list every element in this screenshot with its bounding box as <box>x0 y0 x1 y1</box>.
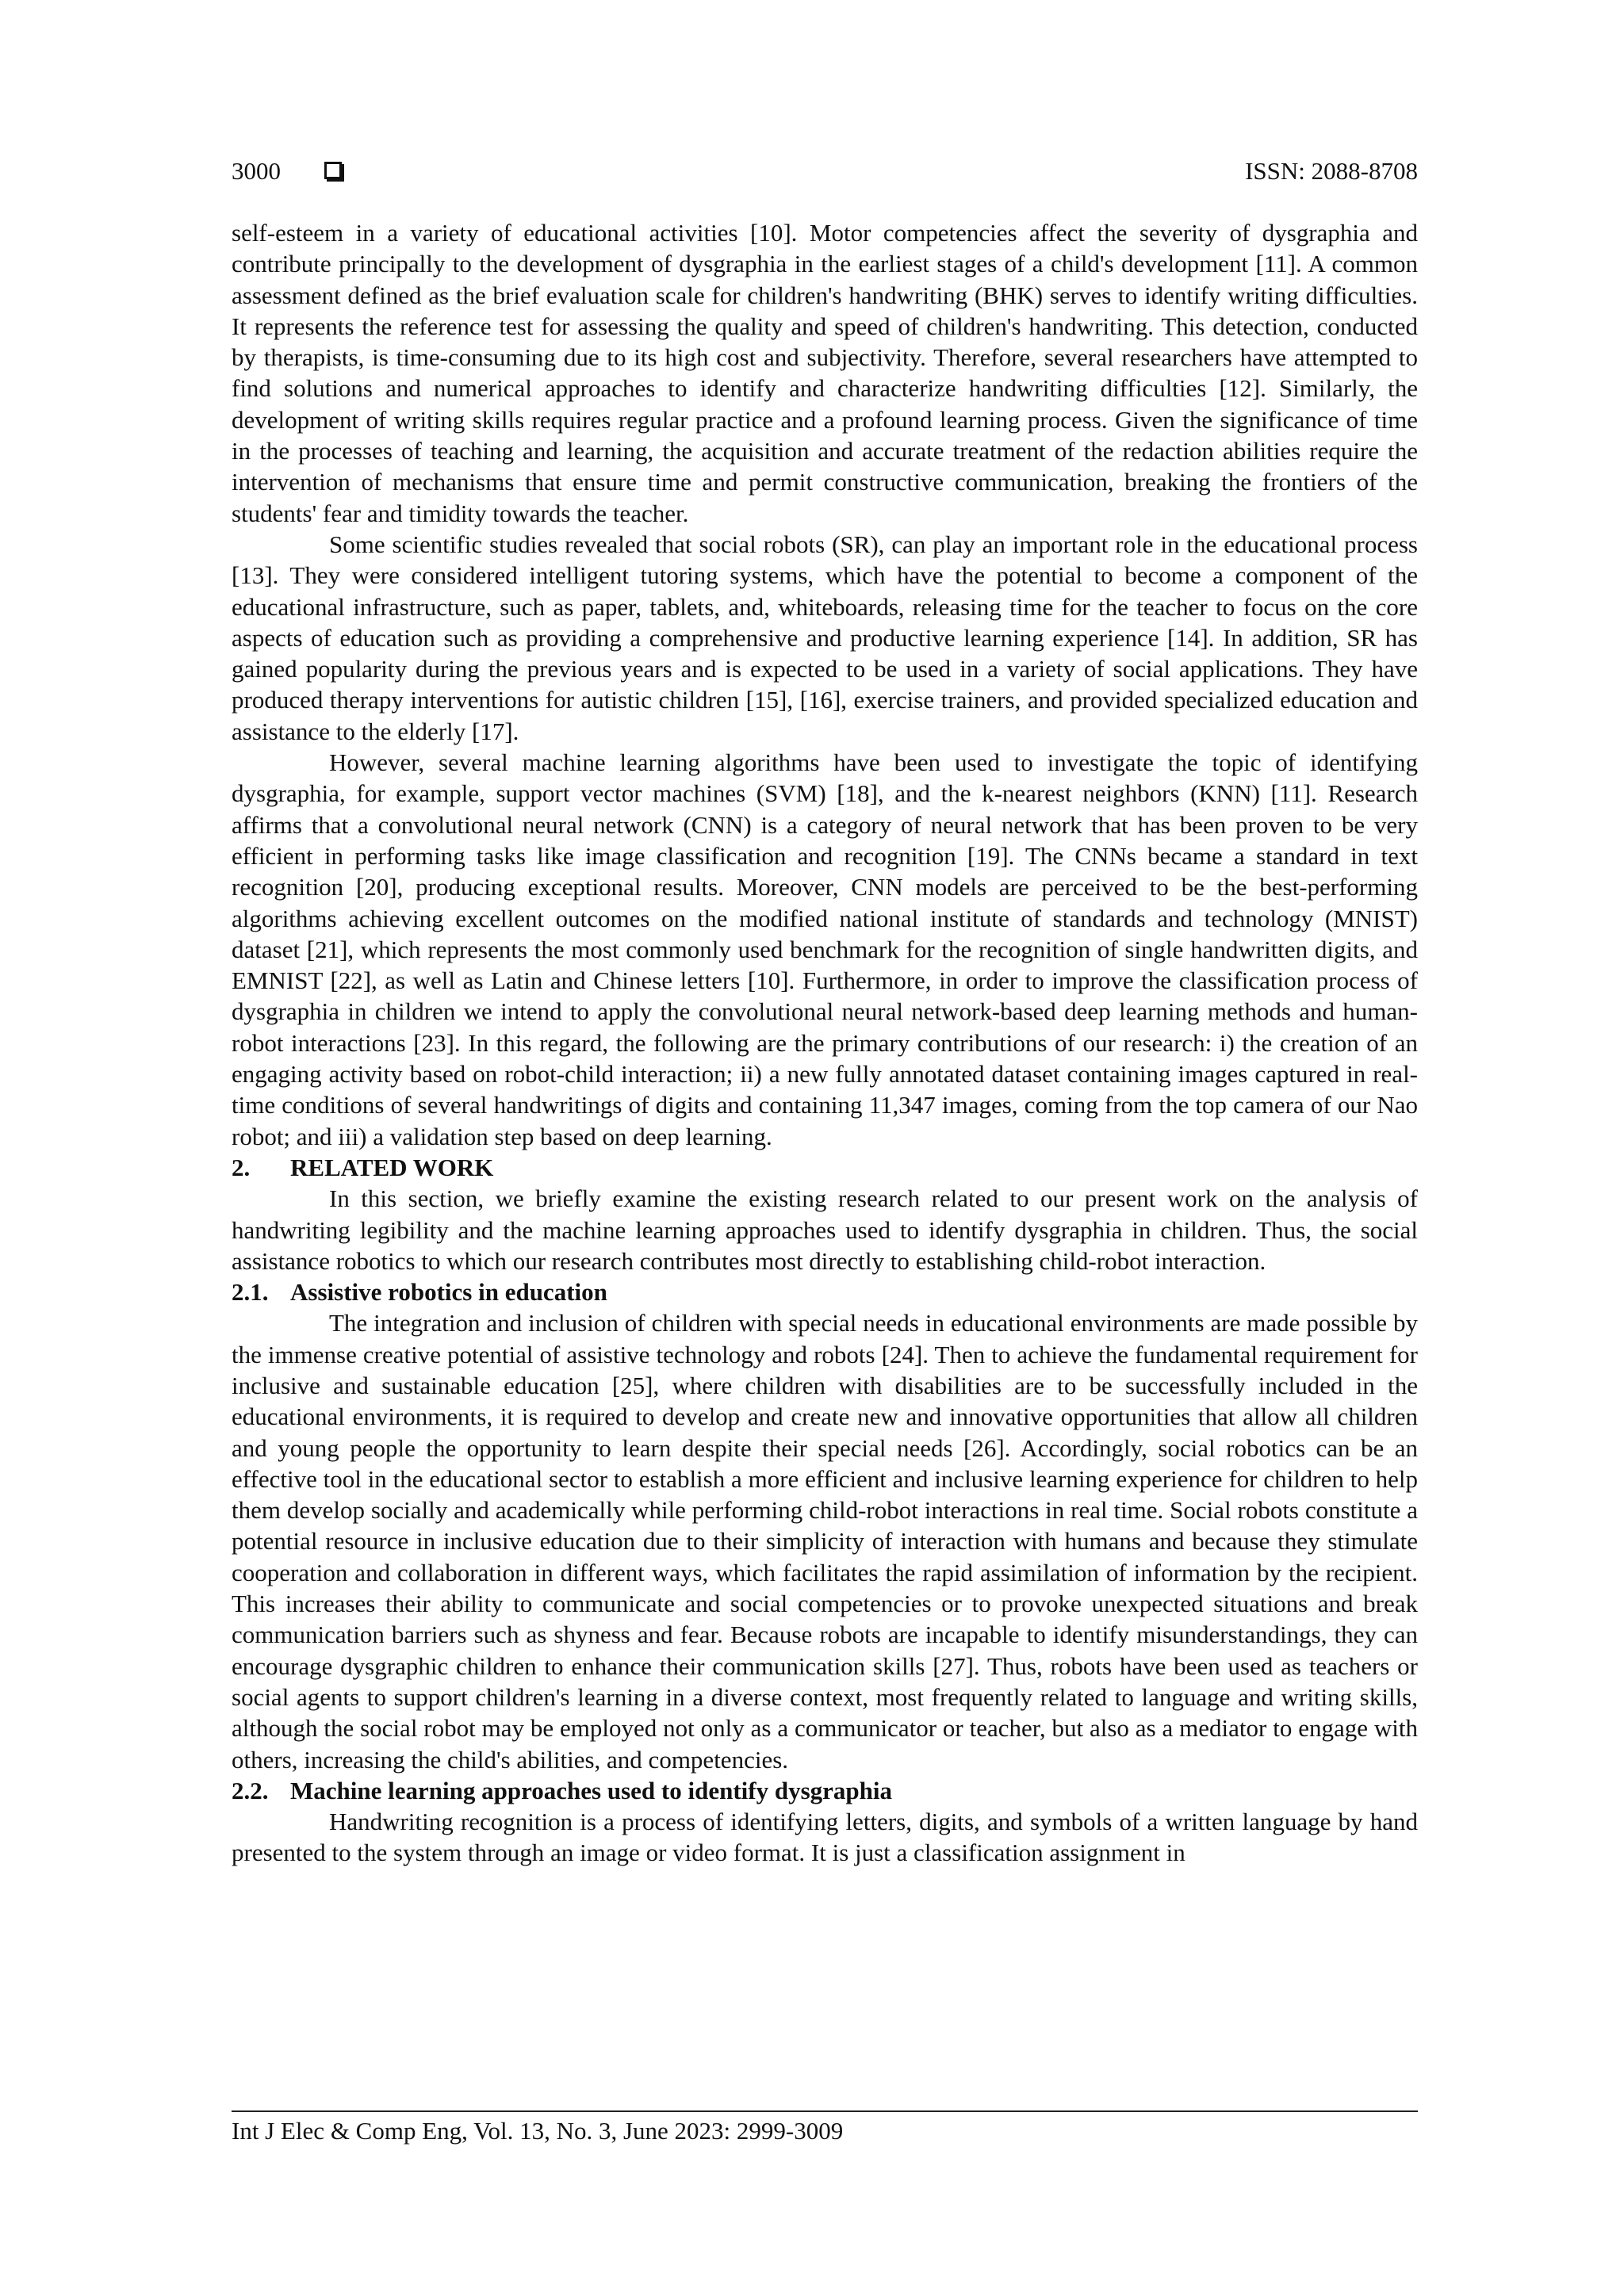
article-body <box>232 217 1418 1869</box>
page-header <box>232 155 1418 187</box>
footer-citation: Int J Elec & Comp Eng, Vol. 13, No. 3, June 2023: 2999-3009 <box>232 2117 844 2145</box>
paragraph-intro-3: However, several machine learning algorithms have been used to investigate the topic of identifying dysgraphia, for example, support vector machines (SVM) [18], and the k-nearest neighbors (KNN) [11]. Research affirms that a convolutional neural network (CNN) is a category of neural network that has been proven to be very efficient in performing tasks like image classification and recognition [19]. The CNNs became a standard in text recognition [20], producing exceptional results. Moreover, CNN models are perceived to be the best-performing algorithms achieving excellent outcomes on the modified national institute of standards and technology (MNIST) dataset [21], which represents the most commonly used benchmark for the recognition of single handwritten digits, and EMNIST [22], as well as Latin and Chinese letters [10]. Furthermore, in order to improve the classification process of dysgraphia in children we intend to apply the convolutional neural network-based deep learning methods and human-robot interactions [23]. In this regard, the following are the primary contributions of our research: i) the creation of an engaging activity based on robot-child interaction; ii) a new fully annotated dataset containing images captured in real-time conditions of several handwritings of digits and containing 11,347 images, coming from the top camera of our Nao robot; and iii) a validation step based on deep learning. <box>232 748 1418 1150</box>
section-heading-related-work <box>232 1152 1418 1183</box>
paragraph-intro-1: self-esteem in a variety of educational activities [10]. Motor competencies affect the severity of dysgraphia and contribute principally to the development of dysgraphia in the earliest stages of a child's development [11]. A common assessment defined as the brief evaluation scale for children's handwriting (BHK) serves to identify writing difficulties. It represents the reference test for assessing the quality and speed of children's handwriting. This detection, conducted by therapists, is time-consuming due to its high cost and subjectivity. Therefore, several researchers have attempted to find solutions and numerical approaches to identify and characterize handwriting difficulties [12]. Similarly, the development of writing skills requires regular practice and a profound learning process. Given the significance of time in the processes of teaching and learning, the acquisition and accurate treatment of the redaction abilities require the intervention of mechanisms that ensure time and permit constructive communication, breaking the frontiers of the students' fear and timidity towards the teacher. <box>232 219 1418 527</box>
section-number: 2. <box>232 1153 251 1181</box>
paragraph-intro-2: Some scientific studies revealed that social robots (SR), can play an important role in the educational process [13]. They were considered intelligent tutoring systems, which have the potential to become a component of the educational infrastructure, such as paper, tablets, and, whiteboards, releasing time for the teacher to focus on the core aspects of education such as providing a comprehensive and productive learning experience [14]. In addition, SR has gained popularity during the previous years and is expected to be used in a variety of social applications. They have produced therapy interventions for autistic children [15], [16], exercise trainers, and provided specialized education and assistance to the elderly [17]. <box>232 530 1418 745</box>
square-bullet-icon <box>324 162 342 179</box>
subsection-title: Machine learning approaches used to identify dysgraphia <box>290 1776 893 1804</box>
section-title: RELATED WORK <box>290 1153 494 1181</box>
paragraph-machine-learning: Handwriting recognition is a process of identifying letters, digits, and symbols of a written language by hand presented to the system through an image or video format. It is just a classification assignment in <box>232 1808 1418 1867</box>
subsection-number: 2.2. <box>232 1776 269 1804</box>
subsection-number: 2.1. <box>232 1278 269 1307</box>
subsection-heading-machine-learning <box>232 1775 1418 1806</box>
footer-divider <box>232 2110 1418 2112</box>
issn-label: ISSN: 2088-8708 <box>1245 157 1418 185</box>
subsection-heading-assistive-robotics <box>232 1276 1418 1307</box>
subsection-title: Assistive robotics in education <box>290 1278 607 1307</box>
page-number: 3000 <box>232 157 281 185</box>
paragraph-related-work: In this section, we briefly examine the existing research related to our present work on the analysis of handwriting legibility and the machine learning approaches used to identify dysgraphia in children. Thus, the social assistance robotics to which our research contributes most directly to establishing child-robot interaction. <box>232 1184 1418 1275</box>
paragraph-assistive-robotics: The integration and inclusion of children with special needs in educational environments are made possible by the immense creative potential of assistive technology and robots [24]. Then to achieve the fundamental requirement for inclusive and sustainable education [25], where children with disabilities are to be successfully included in the educational environments, it is required to develop and create new and innovative opportunities that allow all children and young people the opportunity to learn despite their special needs [26]. Accordingly, social robotics can be an effective tool in the educational sector to establish a more efficient and inclusive learning experience for children to help them develop socially and academically while performing child-robot interactions in real time. Social robots constitute a potential resource in inclusive education due to their simplicity of interaction with humans and because they stimulate cooperation and collaboration in different ways, which facilitates the rapid assimilation of information by the recipient. This increases their ability to communicate and social competencies or to provoke unexpected situations and break communication barriers such as shyness and fear. Because robots are incapable to identify misunderstandings, they can encourage dysgraphic children to enhance their communication skills [27]. Thus, robots have been used as teachers or social agents to support children's learning in a diverse context, most frequently related to language and writing skills, although the social robot may be employed not only as a communicator or teacher, but also as a mediator to engage with others, increasing the child's abilities, and competencies. <box>232 1309 1418 1774</box>
